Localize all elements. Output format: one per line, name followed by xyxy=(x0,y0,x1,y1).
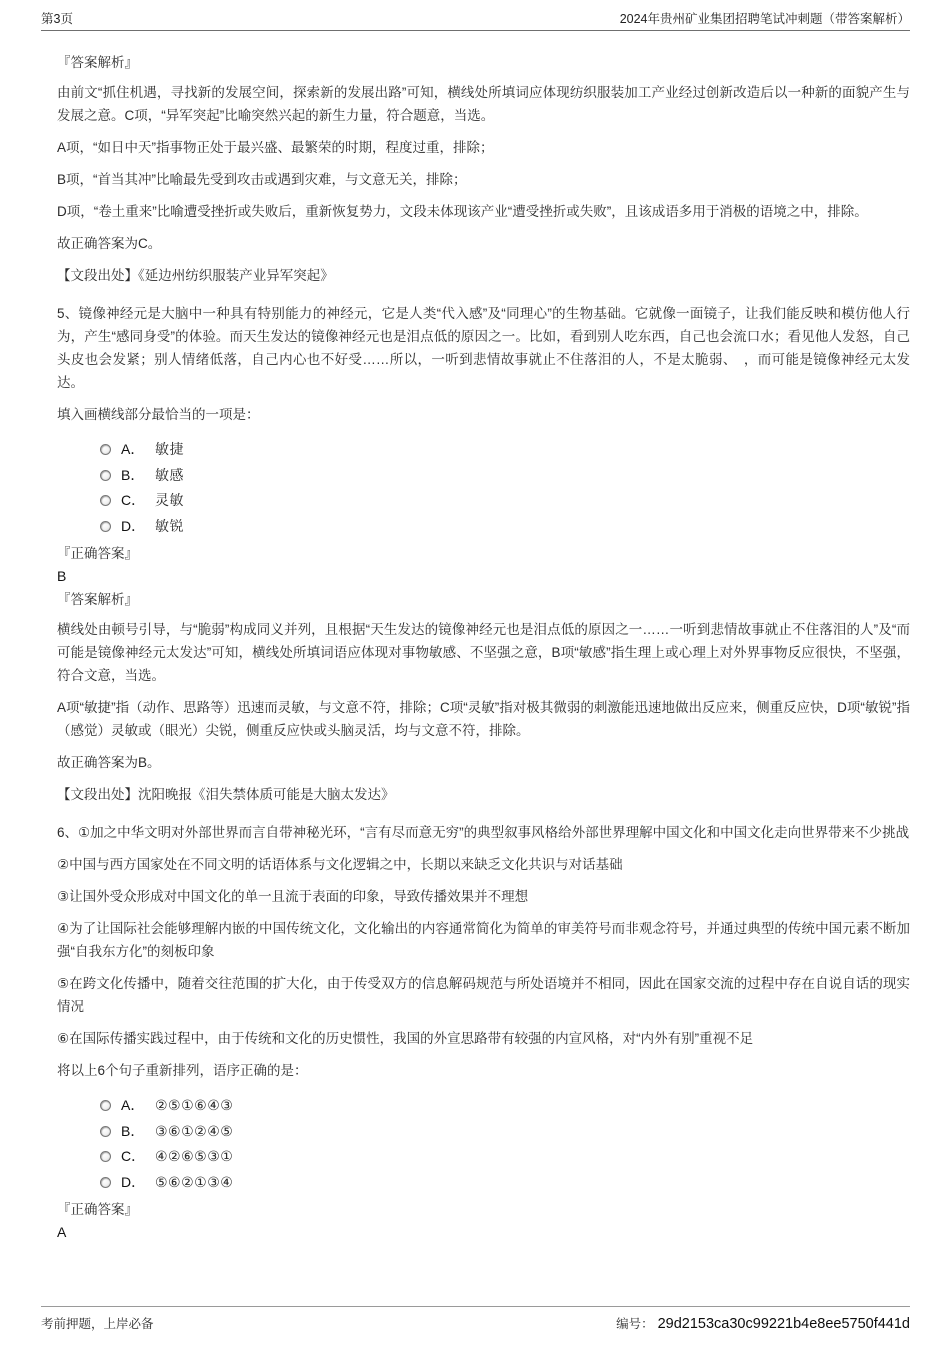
option-letter: B． xyxy=(121,1122,145,1139)
question-sentence: ⑤在跨文化传播中，随着交往范围的扩大化，由于传受双方的信息解码规范与所处语境并不相同，因此在国家交流的过程中存在自说自话的现实情况 xyxy=(57,976,910,1014)
analysis-paragraph: 横线处由顿号引导，与“脆弱”构成同义并列，且根据“天生发达的镜像神经元也是泪点低的原因之一……一听到悲情故事就止不住落泪的人”及“而可能是镜像神经元太发达”可知，横线处所填词语应体现对事物敏感、不坚强之意，B项“敏感”指生理上或心理上对外界事物反应很快，不坚强，符合文意，当选。 xyxy=(57,622,910,683)
option-text: 敏感 xyxy=(155,466,184,483)
analysis-label: 『答案解析』 xyxy=(57,592,138,607)
option-row-d[interactable] xyxy=(100,514,910,540)
analysis-paragraph: D项，“卷土重来”比喻遭受挫折或失败后，重新恢复势力，文段未体现该产业“遭受挫折或失败”，且该成语多用于消极的语境之中，排除。 xyxy=(57,204,868,219)
option-letter: B． xyxy=(121,466,145,483)
option-letter: C． xyxy=(121,1148,146,1165)
question-sentence: ⑥在国际传播实践过程中，由于传统和文化的历史惯性，我国的外宣思路带有较强的内宣风格，对“内外有别”重视不足 xyxy=(57,1031,754,1046)
page-number: 第3页 xyxy=(41,12,73,26)
correct-answer-value: A xyxy=(57,1224,67,1240)
question-prompt: 将以上6个句子重新排列，语序正确的是： xyxy=(57,1063,308,1078)
source-line: 【文段出处】沈阳晚报《泪失禁体质可能是大脑太发达》 xyxy=(57,787,395,802)
conclusion-line: 故正确答案为B。 xyxy=(57,755,161,770)
analysis-paragraph: 由前文“抓住机遇，寻找新的发展空间，探索新的发展出路”可知，横线处所填词应体现纺织服装加工产业经过创新改造后以一种新的面貌产生与发展之意。C项，“异军突起”比喻突然兴起的新生力量，符合题意，当选。 xyxy=(57,85,910,123)
radio-button[interactable] xyxy=(100,1126,111,1137)
doc-code-label: 编号： xyxy=(616,1317,654,1331)
q5-options xyxy=(100,437,910,539)
document-body xyxy=(57,51,910,1244)
radio-button[interactable] xyxy=(100,1100,111,1111)
question-stem: 6、①加之中华文明对外部世界而言自带神秘光环，“言有尽而意无穷”的典型叙事风格给外部世界理解中国文化和中国文化走向世界带来不少挑战 xyxy=(57,825,910,840)
analysis-paragraph: B项，“首当其冲”比喻最先受到攻击或遇到灾难，与文意无关，排除； xyxy=(57,172,467,187)
correct-answer-value: B xyxy=(57,568,67,584)
option-row-c[interactable] xyxy=(100,1144,910,1170)
radio-button[interactable] xyxy=(100,495,111,506)
option-row-a[interactable] xyxy=(100,1093,910,1119)
footer-slogan: 考前押题，上岸必备 xyxy=(41,1317,154,1331)
question-prompt: 填入画横线部分最恰当的一项是： xyxy=(57,407,260,422)
question-sentence: ④为了让国际社会能够理解内嵌的中国传统文化，文化输出的内容通常简化为简单的审美符号而非观念符号，并通过典型的传统中国元素不断加强“自我东方化”的刻板印象 xyxy=(57,921,910,959)
option-text: ③⑥①②④⑤ xyxy=(155,1122,234,1139)
option-letter: A． xyxy=(121,1097,145,1114)
page-header xyxy=(41,9,910,31)
option-text: 敏捷 xyxy=(155,441,184,458)
radio-button[interactable] xyxy=(100,1177,111,1188)
option-text: 敏锐 xyxy=(155,517,184,534)
option-text: ②⑤①⑥④③ xyxy=(155,1097,234,1114)
question-sentence: ②中国与西方国家处在不同文明的话语体系与文化逻辑之中，长期以来缺乏文化共识与对话基础 xyxy=(57,857,623,872)
source-line: 【文段出处】《延边州纺织服装产业异军突起》 xyxy=(57,268,334,283)
question-sentence: ③让国外受众形成对中国文化的单一且流于表面的印象，导致传播效果并不理想 xyxy=(57,889,529,904)
radio-button[interactable] xyxy=(100,470,111,481)
correct-answer-label: 『正确答案』 xyxy=(57,546,138,561)
q6-options xyxy=(100,1093,910,1195)
doc-code-value: 29d2153ca30c99221b4e8ee5750f441d xyxy=(657,1316,910,1332)
question-stem: 5、镜像神经元是大脑中一种具有特别能力的神经元，它是人类“代入感”及“同理心”的生物基础。它就像一面镜子，让我们能反映和模仿他人行为，产生“感同身受”的体验。而天生发达的镜像神经元也是泪点低的原因之一。比如，看到别人吃东西，自己也会流口水；看见他人发怒，自己头皮也会发紧；别人情绪低落，自己内心也不好受……所以，一听到悲情故事就止不住落泪的人，不是太脆弱、 ，而可能是镜像神经元太发达。 xyxy=(57,306,910,390)
radio-button[interactable] xyxy=(100,444,111,455)
page-footer xyxy=(41,1306,910,1332)
option-row-d[interactable] xyxy=(100,1170,910,1196)
analysis-paragraph: A项，“如日中天”指事物正处于最兴盛、最繁荣的时期，程度过重，排除； xyxy=(57,140,494,155)
option-letter: D． xyxy=(121,517,146,534)
option-text: ④②⑥⑤③① xyxy=(155,1148,234,1165)
option-row-b[interactable] xyxy=(100,463,910,489)
option-row-c[interactable] xyxy=(100,488,910,514)
option-row-b[interactable] xyxy=(100,1119,910,1145)
radio-button[interactable] xyxy=(100,521,111,532)
option-letter: D． xyxy=(121,1173,146,1190)
option-text: 灵敏 xyxy=(155,492,184,509)
conclusion-line: 故正确答案为C。 xyxy=(57,236,162,251)
document-title: 2024年贵州矿业集团招聘笔试冲刺题（带答案解析） xyxy=(619,12,910,26)
radio-button[interactable] xyxy=(100,1151,111,1162)
option-text: ⑤⑥②①③④ xyxy=(155,1173,234,1190)
option-letter: C． xyxy=(121,492,146,509)
correct-answer-label: 『正确答案』 xyxy=(57,1202,138,1217)
analysis-label: 『答案解析』 xyxy=(57,55,138,70)
option-row-a[interactable] xyxy=(100,437,910,463)
option-letter: A． xyxy=(121,441,145,458)
analysis-paragraph: A项“敏捷”指（动作、思路等）迅速而灵敏，与文意不符，排除；C项“灵敏”指对极其微弱的刺激能迅速地做出反应来，侧重反应快，D项“敏锐”指（感觉）灵敏或（眼光）尖锐，侧重反应快或头脑灵活，均与文意不符，排除。 xyxy=(57,700,910,738)
footer-code xyxy=(616,1314,910,1332)
